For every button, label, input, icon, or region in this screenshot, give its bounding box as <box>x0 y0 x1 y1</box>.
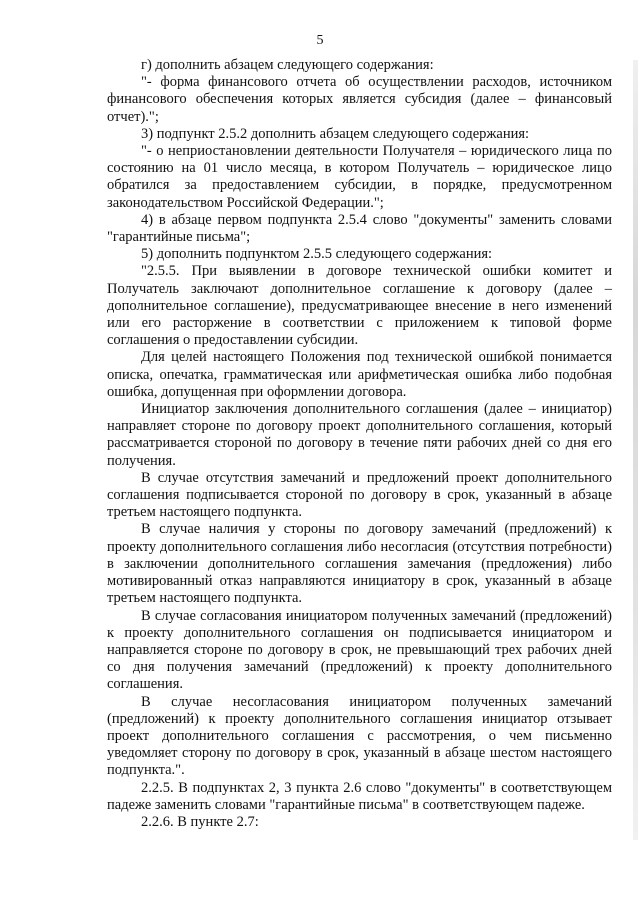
paragraph-4: "- о неприостановлении деятельности Получателя – юридического лица по состоянию на 01 число месяца, в котором Получатель – юридическое лицо обратился за предоставлением субсидии, в порядке, предусмотренном законодательством Российской Федерации."; <box>107 143 612 211</box>
paragraph-12: В случае согласования инициатором полученных замечаний (предложений) к проекту дополнительного соглашения он подписывается инициатором и направляется стороне по договору в срок, не превышающий трех рабочих дней со дня получения замечаний (предложений) к проекту дополнительного соглашения. <box>107 607 612 693</box>
paragraph-1: г) дополнить абзацем следующего содержания: <box>141 57 434 73</box>
scan-edge-shadow <box>633 60 638 840</box>
paragraph-2: "- форма финансового отчета об осуществлении расходов, источником финансового обеспечения которых является субсидия (далее – финансовый отчет)."; <box>107 74 612 125</box>
paragraph-3: 3) подпункт 2.5.2 дополнить абзацем следующего содержания: <box>141 125 530 142</box>
page-number: 5 <box>316 33 324 48</box>
paragraph-11: В случае наличия у стороны по договору замечаний (предложений) к проекту дополнительного соглашения либо несогласия (отсутствия потребности) в заключении дополнительного соглашения замечания (предложения) либо мотивированный отказ направляются инициатору в срок, указанный в абзаце третьем настоящего подпункта. <box>107 521 612 607</box>
paragraph-8: Для целей настоящего Положения под технической ошибкой понимается описка, опечатка, грамматическая или арифметическая ошибка либо подобная ошибка, допущенная при оформлении договора. <box>107 349 612 400</box>
paragraph-13: В случае несогласования инициатором полученных замечаний (предложений) к проекту дополнительного соглашения инициатор отзывает проект дополнительного соглашения с рассмотрения, о чем письменно уведомляет сторону по договору в срок, указанный в абзаце шестом настоящего подпункта.". <box>107 693 612 779</box>
paragraph-7: "2.5.5. При выявлении в договоре технической ошибки комитет и Получатель заключают дополнительное соглашение к договору (далее – дополнительное соглашение), предусматривающее внесение в него изменений или его расторжение в соответствии с приложением к типовой форме соглашения о предоставлении субсидии. <box>107 263 612 349</box>
paragraph-9: Инициатор заключения дополнительного соглашения (далее – инициатор) направляет стороне по договору проект дополнительного соглашения, который рассматривается стороной по договору в течение пяти рабочих дней со дня его получения. <box>107 401 612 469</box>
paragraph-5: 4) в абзаце первом подпункта 2.5.4 слово "документы" заменить словами "гарантийные письма"; <box>107 211 612 246</box>
paragraph-6: 5) дополнить подпунктом 2.5.5 следующего содержания: <box>141 246 493 263</box>
paragraph-15: 2.2.6. В пункте 2.7: <box>141 813 259 830</box>
paragraph-14: 2.2.5. В подпунктах 2, 3 пункта 2.6 слово "документы" в соответствующем падеже заменить словами "гарантийные письма" в соответствующем падеже. <box>107 779 612 813</box>
document-body <box>107 57 612 831</box>
paragraph-10: В случае отсутствия замечаний и предложений проект дополнительного соглашения подписывается стороной по договору в срок, указанный в абзаце третьем настоящего подпункта. <box>107 469 612 521</box>
